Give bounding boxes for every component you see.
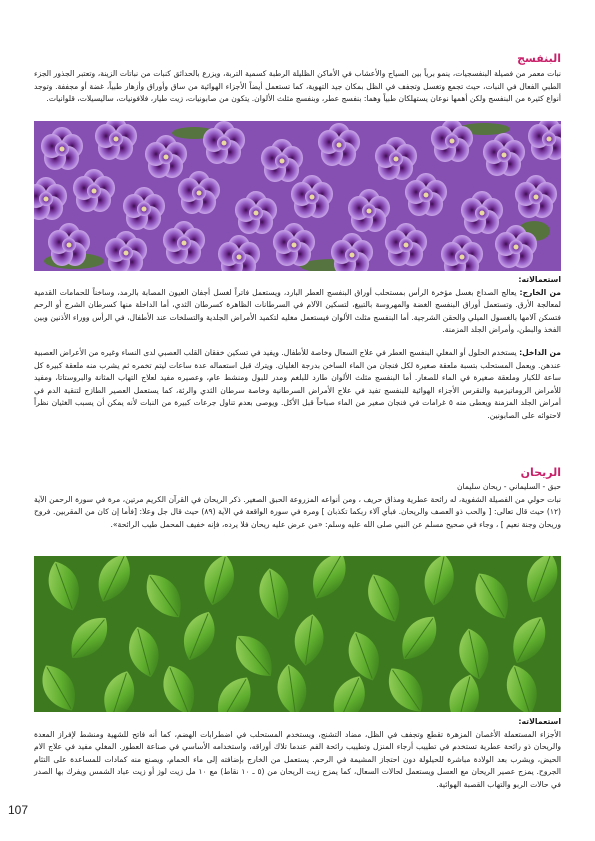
violet-external-text: يعالج الصداع بغسل مؤخرة الرأس بمستحلب أوراق البنفسج العطر البارد، ويستعمل فاتراً لغسل أجفان العيون المصابة بالرمد، وساخناً للحمامات القدمية لمعالجة الأرق. وتستعمل أوراق البنفسج الغضة والمهروسة بالتبيغ، لتسكين الآلام في السرطانات الظاهرة كسرطان الثدي، أما الداخلة منها كسرطان الشرج أو الرحم فتسكن آلامها بالغسول الميلي والحقن الشرجية. أما البنفسج مثلث الألوان فيستعمل مغليه لتكميد الأمراض الجلدية والتسلخات عند الأطفال، في الرأس ووراء الأذنين وبين الفخذ والبطن، وأمراض الجلد المزمنة. [34, 287, 561, 335]
page-number: 107 [8, 803, 29, 817]
basil-intro-block [34, 481, 561, 531]
violet-intro-paragraph: نبات معمر من فصيلة البنفسجيات، ينمو برياً بين السياج والأعشاب في الأماكن الظليلة الرطبة كسمية التربة، ويزرع بالحدائق كنبات من نباتات الزينة، وتعتبر الجذور الجزء الطبي الفعال في النبات، حيث تجمع وتغسل وتجفف في الظل بمكان جيد التهوية، كما تستعمل أيضاً الأجزاء الهوائية من ساق وأوراق وأزهار طبياً، غضة أو مجففة. وتوجد أنواع كثيرة من البنفسج ولكن أهمها نوعان يستهلكان طبياً وهما: بنفسج عطر، وبنفسج مثلث الألوان. يتكون من صابونيات، زيت طيار، فلافونيات، ساليسيلات، قلوانيات. [34, 69, 561, 104]
basil-section-title: الريحان [520, 466, 561, 479]
violet-external-uses [34, 287, 561, 337]
violet-internal-lead: من الداخل: [519, 347, 561, 357]
violet-external-lead: من الخارج: [519, 287, 561, 297]
violet-flowers-photo [34, 121, 561, 271]
violet-internal-text: يستخدم الحلول أو المغلي البنفسج العطر في علاج السعال وخاصة للأطفال. ويفيد في تسكين خفقان القلب العصبي لدى النساء وغيره من الأعراض العصبية عندهن. ويعمل المستحلب بتسبة ملعقة صغيرة لكل فنجان من الماء الساخن بدرجة الغليان. ويترك قبل استعماله عدة ساعات ليتم تخمره ثم يشرب منه ملعقة كبيرة كل ساعة للكبار وملعقة صغيرة في الماء للصغار. أما البنفسج مثلث الألوان طارد للبلغم ومدر للبول ومنشط عام، وعصيره مفيد لعلاج التهاب المثانة والبروستاتا، ومفيد للأمراض الروماتيزمية والنقرس الأجزاء الهوائية للبنفسج تفيد في علاج الأمراض السرطانية وخاصة سرطان الثدي والرئة، كما يستعمل العصير الطازج لتنقية الدم في أمراض الجلد المزمنة ويعطى منه ٥ غرامات في فنجان صغير من الماء صباحاً قبل الأكل. ويوصى بعدم تناول جرعات كبيرة من النبات لأنه يمكن أن يسبب الغثيان نظراً لاحتوائه على الصابونين. [34, 347, 561, 420]
violet-uses-block [34, 274, 561, 423]
basil-uses-heading: استعمالاته: [518, 717, 561, 726]
violet-uses-heading: استعمالاته: [518, 275, 561, 284]
basil-names: حبق - السليماني - ريحان سليمان [456, 482, 561, 491]
basil-uses-block [34, 716, 561, 792]
basil-uses-paragraph: الأجزاء المستعملة الأغصان المزهرة تقطع وتجفف في الظل، مضاد التشنج، ويستخدم المستحلب في اضطرابات الهضم، كما أنه فاتح للشهية ومنشط لإفراز المعدة والريحان ذو رائحة عطرية تستخدم في تطييب أرجاء المنزل وتطييب رائحة الفم عندما تلاك أوراقه، واستخدامه الأساسي في صناعة العطور. المغلي مفيد في علاج الام الحيض، ويشرب بعد الولادة مباشرة للحيلولة دون احتجاز المشيمة في الرحم. يستعمل من الخارج بإضافته إلى ماء الحمام، ويصنع منه كمادات للمساعدة على التئام الجروح. يمزج عصير الريحان مع العسل ويستعمل لحالات السعال، كما يمزج زيت الريحان من (٥ ـ ١٠ نقاط) مع ١٠ مل زيت لوز أو زيت عباد الشمس ويفرك بها الصدر في حالات الربو والتهاب القصبة الهوائية. [34, 729, 562, 789]
violet-intro-block [34, 68, 561, 106]
violet-internal-uses [34, 347, 561, 423]
basil-leaves-photo [34, 556, 561, 712]
violet-section-title: البنفسج [517, 52, 561, 65]
basil-intro-paragraph: نبات حولي من الفصيلة الشفوية، له رائحة عطرية ومذاق حريف ، ومن أنواعه المزروعة الحبق الصغير. ذكر الريحان في القرآن الكريم مرتين، مرة في سورة الرحمن الآية (١٢) حيث قال تعالى: [ والحب ذو العصف والريحان. فبأي آلاء ربكما تكذبان ] ومرة في سورة الواقعة في الآية (٨٩) حيث قال جل وعلا: [فأما إن كان من المقربين. فروح وريحان وجنة نعيم ] ، وجاء في صحيح مسلم عن النبي صلى الله عليه وسلم: «من عرض عليه ريحان فلا يرده، فإنه خفيف المحمل طيب الرائحة». [34, 494, 561, 529]
